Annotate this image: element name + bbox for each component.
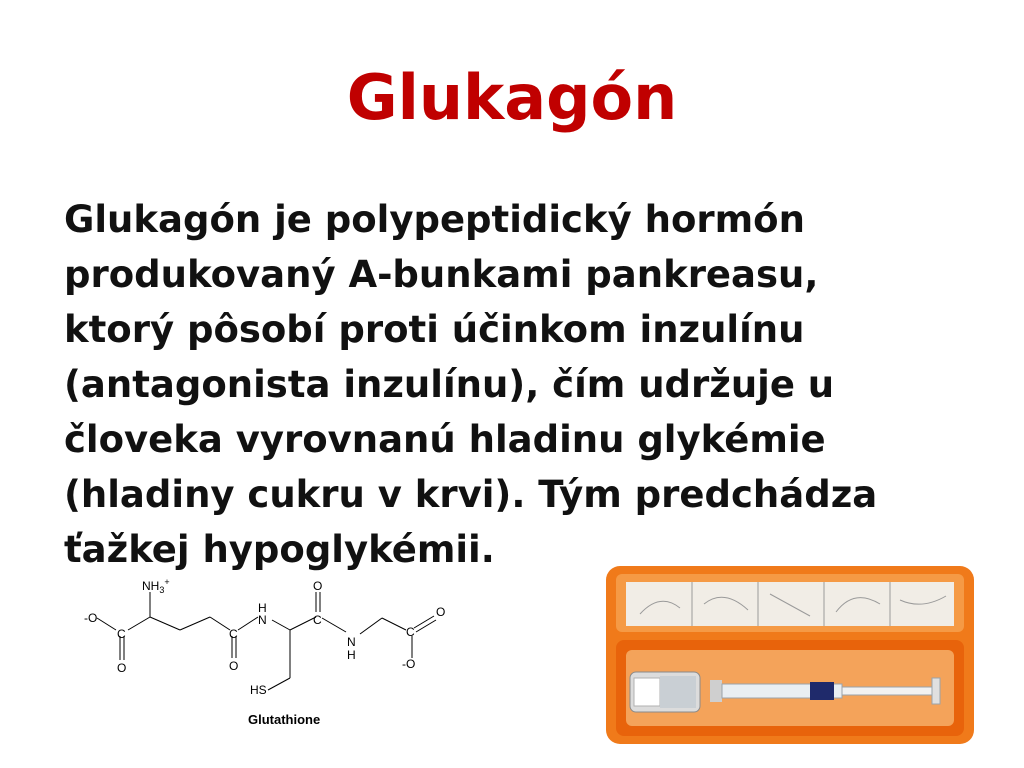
- body-line: ťažkej hypoglykémii.: [64, 528, 495, 571]
- slide-title: Glukagón: [346, 61, 678, 134]
- atom-label: O: [229, 659, 239, 673]
- body-line: (hladiny cukru v krvi). Tým predchádza: [64, 473, 878, 516]
- atom-label: C: [313, 613, 322, 627]
- atom-label: O: [117, 661, 127, 675]
- atom-label: -O: [402, 657, 416, 671]
- atom-label: C: [229, 627, 238, 641]
- atom-label: H: [347, 648, 356, 662]
- slide-body-text: [64, 192, 964, 577]
- molecule-caption: Glutathione: [248, 712, 321, 727]
- glutathione-structure-diagram: [80, 570, 460, 740]
- body-line: (antagonista inzulínu), čím udržuje u: [64, 363, 835, 406]
- atom-label: N: [347, 635, 356, 649]
- atom-label: -O: [84, 611, 98, 625]
- atom-label: H: [258, 601, 267, 615]
- atom-label: HS: [250, 683, 267, 697]
- body-line: človeka vyrovnanú hladinu glykémie: [64, 418, 826, 461]
- body-line: produkovaný A-bunkami pankreasu,: [64, 253, 819, 296]
- body-line: Glukagón je polypeptidický hormón: [64, 198, 805, 241]
- atom-label: O: [313, 579, 323, 593]
- glucagon-emergency-kit-image: [600, 560, 980, 750]
- glucagon-vial: [630, 672, 700, 712]
- atom-label: C: [406, 625, 415, 639]
- atom-label: $NH_3^+$: [142, 577, 170, 595]
- atom-label: C: [117, 627, 126, 641]
- atom-label: N: [258, 613, 267, 627]
- body-line: ktorý pôsobí proti účinkom inzulínu: [64, 308, 805, 351]
- kit-case: [606, 566, 974, 744]
- atom-label: O: [436, 605, 446, 619]
